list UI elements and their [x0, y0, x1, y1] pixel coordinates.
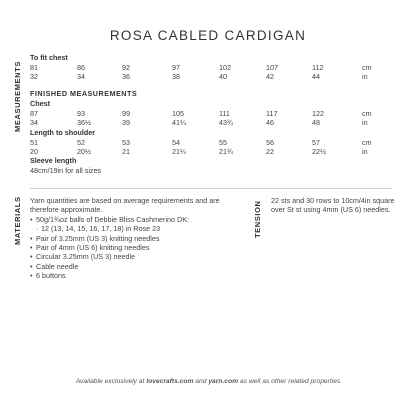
- size-value: 41¼: [172, 118, 186, 128]
- materials-item: • Pair of 3.25mm (US 3) knitting needles: [30, 234, 245, 243]
- size-value: 20½: [77, 146, 91, 156]
- size-value: 122: [312, 108, 324, 118]
- materials-subitem: · 12 (13, 14, 15, 16, 17, 18) in Rose 23: [30, 224, 245, 233]
- size-value: 56: [266, 137, 274, 147]
- unit-label: cm: [362, 108, 372, 118]
- materials-item: • 6 buttons: [30, 271, 245, 280]
- chest-cm-row: [30, 109, 390, 118]
- size-value: 87: [30, 108, 38, 118]
- to-fit-chest-heading: To fit chest: [30, 53, 68, 62]
- pattern-title: ROSA CABLED CARDIGAN: [109, 28, 307, 43]
- size-value: 52: [77, 137, 85, 147]
- materials-section: [30, 196, 245, 281]
- materials-side-label: MATERIALS: [13, 196, 22, 245]
- size-value: 32: [30, 72, 38, 82]
- size-value: 105: [172, 108, 184, 118]
- size-value: 34: [77, 72, 85, 82]
- size-value: 93: [77, 108, 85, 118]
- size-value: 44: [312, 72, 320, 82]
- unit-label: cm: [362, 63, 372, 72]
- materials-item: • 50g/1¾oz balls of Debbie Bliss Cashmerino DK:: [30, 215, 245, 224]
- unit-label: cm: [362, 137, 372, 147]
- footer-middle: and: [193, 378, 209, 385]
- size-value: 36: [122, 72, 130, 82]
- section-divider: [30, 188, 392, 189]
- size-value: 111: [219, 108, 230, 118]
- materials-item: • Circular 3.25mm (US 3) needle: [30, 252, 245, 261]
- measurements-side-label: MEASUREMENTS: [13, 61, 22, 132]
- size-value: 38: [172, 72, 180, 82]
- length-to-shoulder-heading: Length to shoulder: [30, 127, 96, 137]
- materials-intro: Yarn quantities are based on average requirements and are therefore approximate.: [30, 196, 220, 215]
- tension-section: 22 sts and 30 rows to 10cm/4in square over St st using 4mm (US 6) needles.: [271, 196, 395, 215]
- unit-label: in: [362, 146, 368, 156]
- yarn-link[interactable]: yarn.com: [208, 378, 239, 385]
- footer-prefix: Available exclusively at: [75, 378, 147, 385]
- chest-heading: Chest: [30, 98, 50, 108]
- size-value: 42: [266, 72, 274, 82]
- size-value: 102: [219, 63, 231, 72]
- size-value: 40: [219, 72, 227, 82]
- size-value: 99: [122, 108, 130, 118]
- size-value: 20: [30, 146, 38, 156]
- materials-list: [30, 215, 245, 281]
- size-value: 46: [266, 118, 274, 128]
- size-value: 107: [266, 63, 278, 72]
- size-value: 54: [172, 137, 180, 147]
- measurements-section: [30, 53, 390, 176]
- size-value: 34: [30, 118, 38, 128]
- unit-label: in: [362, 118, 368, 128]
- size-value: 97: [172, 63, 180, 72]
- footer-suffix: as well as other related properties: [238, 378, 341, 385]
- size-value: 55: [219, 137, 227, 147]
- to-fit-chest-in-row: [30, 72, 390, 81]
- tension-side-label: TENSION: [253, 200, 262, 238]
- sleeve-length-note: 48cm/19in for all sizes: [30, 166, 102, 176]
- size-value: 39: [122, 118, 130, 128]
- unit-label: in: [362, 72, 368, 82]
- footer-availability: [0, 378, 416, 385]
- size-value: 92: [122, 63, 130, 72]
- chest-in-row: [30, 118, 390, 127]
- size-value: 57: [312, 137, 320, 147]
- size-value: 53: [122, 137, 130, 147]
- materials-item: • Pair of 4mm (US 6) knitting needles: [30, 243, 245, 252]
- lovecrafts-link[interactable]: lovecrafts.com: [146, 378, 194, 385]
- length-cm-row: [30, 138, 390, 147]
- size-value: 117: [266, 108, 278, 118]
- materials-item: • Cable needle: [30, 262, 245, 271]
- size-value: 21: [122, 146, 130, 156]
- size-value: 86: [77, 63, 85, 72]
- finished-measurements-heading: FINISHED MEASUREMENTS: [30, 88, 138, 98]
- size-value: 36½: [77, 118, 91, 128]
- sleeve-length-heading: Sleeve length: [30, 156, 77, 166]
- size-value: 48: [312, 118, 320, 128]
- size-value: 22: [266, 146, 274, 156]
- size-value: 112: [312, 63, 324, 72]
- to-fit-chest-cm-row: [30, 63, 390, 72]
- size-value: 22½: [312, 146, 326, 156]
- size-value: 43¾: [219, 118, 233, 128]
- size-value: 81: [30, 63, 38, 72]
- size-value: 51: [30, 137, 38, 147]
- size-value: 21¾: [219, 146, 233, 156]
- length-in-row: [30, 147, 390, 156]
- size-value: 21¼: [172, 146, 186, 156]
